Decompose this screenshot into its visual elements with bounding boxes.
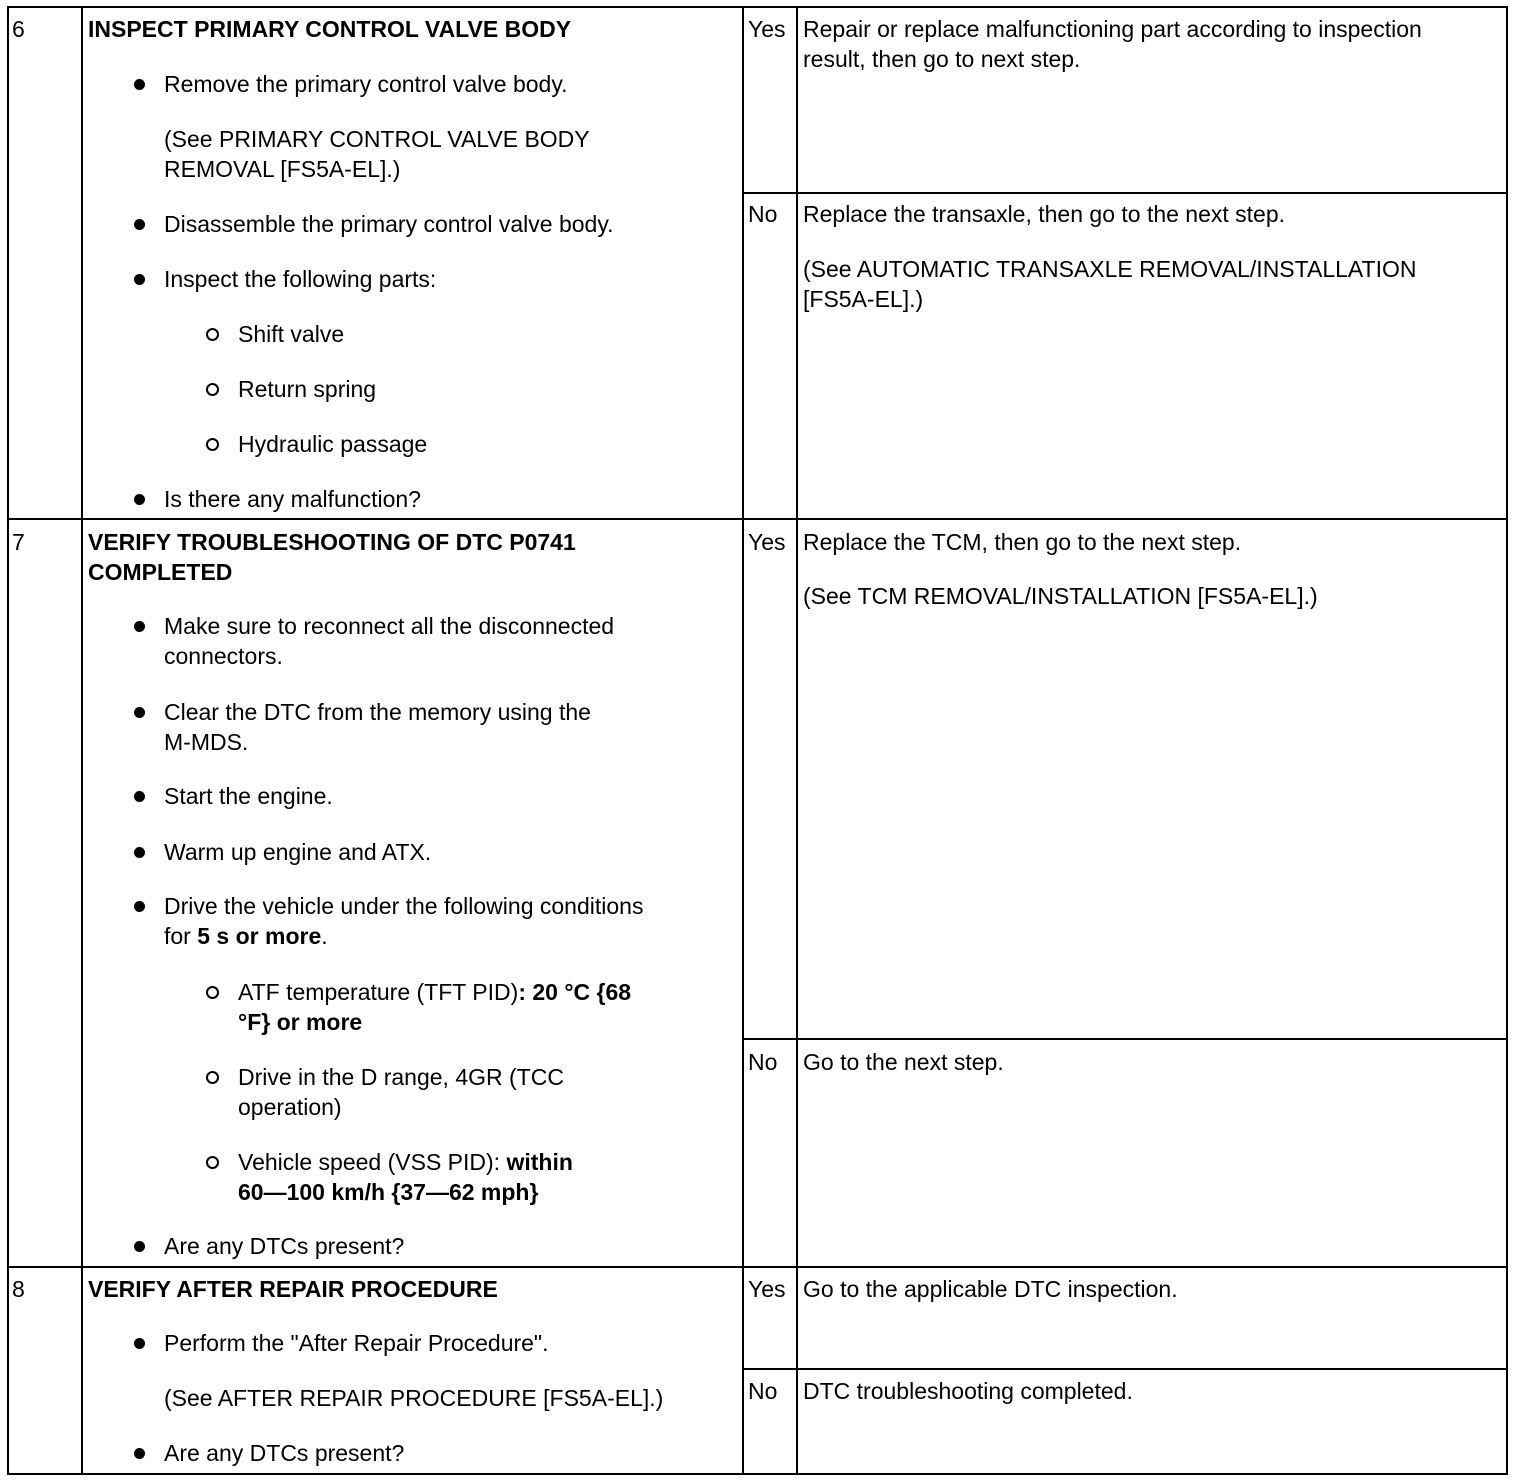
bullet-text: for 5 s or more. — [164, 923, 328, 949]
bullet-icon — [134, 901, 145, 912]
bullet-icon — [134, 1241, 145, 1252]
sub-item-text: Shift valve — [238, 321, 345, 347]
yes-label: Yes — [748, 1276, 786, 1302]
yes-label: Yes — [748, 529, 786, 555]
sub-item-text: operation) — [238, 1094, 342, 1120]
yes-no-divider-6 — [742, 192, 1508, 194]
step-number: 8 — [12, 1276, 25, 1302]
yes-no-divider-8 — [742, 1368, 1508, 1370]
bullet-icon — [134, 847, 145, 858]
bullet-icon — [134, 219, 145, 230]
bullet-icon — [134, 707, 145, 718]
bullet-icon — [134, 274, 145, 285]
bullet-text: Warm up engine and ATX. — [164, 839, 432, 865]
bullet-text: Make sure to reconnect all the disconnected — [164, 613, 615, 639]
bullet-text: connectors. — [164, 643, 283, 669]
bullet-icon — [134, 1448, 145, 1459]
bullet-icon — [134, 1338, 145, 1349]
no-action: [FS5A-EL].) — [803, 286, 924, 312]
yes-action: Go to the applicable DTC inspection. — [803, 1276, 1178, 1302]
bullet-icon — [134, 494, 145, 505]
reference-note: REMOVAL [FS5A-EL].) — [164, 156, 401, 182]
sub-bullet-icon — [206, 438, 219, 451]
bullet-text: Inspect the following parts: — [164, 266, 437, 292]
yes-action: Repair or replace malfunctioning part according to inspection — [803, 16, 1422, 42]
yes-action: Replace the TCM, then go to the next step. — [803, 529, 1242, 555]
column-divider-number — [81, 6, 83, 1475]
sub-item-text: Hydraulic passage — [238, 431, 428, 457]
bullet-text: Start the engine. — [164, 783, 333, 809]
reference-note: (See PRIMARY CONTROL VALVE BODY — [164, 126, 590, 152]
step-title: VERIFY TROUBLESHOOTING OF DTC P0741 — [88, 529, 576, 555]
step-number: 7 — [12, 529, 25, 555]
column-divider-answer — [796, 6, 798, 1475]
no-label: No — [748, 1378, 778, 1404]
bullet-text: Remove the primary control valve body. — [164, 71, 568, 97]
bullet-text: Perform the "After Repair Procedure". — [164, 1330, 549, 1356]
step-number: 6 — [12, 16, 25, 42]
bullet-icon — [134, 79, 145, 90]
no-action: Go to the next step. — [803, 1049, 1004, 1075]
bullet-text: Is there any malfunction? — [164, 486, 421, 512]
bullet-icon — [134, 791, 145, 802]
no-label: No — [748, 201, 778, 227]
row-divider-7-8 — [7, 1266, 1508, 1268]
column-divider-procedure — [742, 6, 744, 1475]
bullet-text: Disassemble the primary control valve body. — [164, 211, 614, 237]
no-action: Replace the transaxle, then go to the next step. — [803, 201, 1286, 227]
step-title: VERIFY AFTER REPAIR PROCEDURE — [88, 1276, 498, 1302]
bullet-text: Clear the DTC from the memory using the — [164, 699, 591, 725]
reference-note: (See AFTER REPAIR PROCEDURE [FS5A-EL].) — [164, 1385, 664, 1411]
yes-label: Yes — [748, 16, 786, 42]
yes-action: result, then go to next step. — [803, 46, 1081, 72]
no-label: No — [748, 1049, 778, 1075]
no-action: (See AUTOMATIC TRANSAXLE REMOVAL/INSTALLATION — [803, 256, 1417, 282]
sub-bullet-icon — [206, 328, 219, 341]
sub-item-text: 60—100 km/h {37—62 mph} — [238, 1179, 539, 1205]
no-action: DTC troubleshooting completed. — [803, 1378, 1133, 1404]
yes-action: (See TCM REMOVAL/INSTALLATION [FS5A-EL].) — [803, 583, 1318, 609]
step-title: COMPLETED — [88, 559, 233, 585]
sub-item-text: °F} or more — [238, 1009, 363, 1035]
sub-item-text: Return spring — [238, 376, 377, 402]
sub-item-text: Vehicle speed (VSS PID): within — [238, 1149, 573, 1175]
sub-bullet-icon — [206, 986, 219, 999]
bullet-text: Drive the vehicle under the following conditions — [164, 893, 644, 919]
sub-bullet-icon — [206, 383, 219, 396]
row-divider-6-7 — [7, 518, 1508, 520]
sub-item-text: Drive in the D range, 4GR (TCC — [238, 1064, 564, 1090]
bullet-icon — [134, 621, 145, 632]
bullet-text: Are any DTCs present? — [164, 1440, 405, 1466]
sub-bullet-icon — [206, 1071, 219, 1084]
sub-bullet-icon — [206, 1156, 219, 1169]
step-title: INSPECT PRIMARY CONTROL VALVE BODY — [88, 16, 572, 42]
bullet-text: M-MDS. — [164, 729, 249, 755]
sub-item-text: ATF temperature (TFT PID): 20 °C {68 — [238, 979, 632, 1005]
bullet-text: Are any DTCs present? — [164, 1233, 405, 1259]
yes-no-divider-7 — [742, 1038, 1508, 1040]
